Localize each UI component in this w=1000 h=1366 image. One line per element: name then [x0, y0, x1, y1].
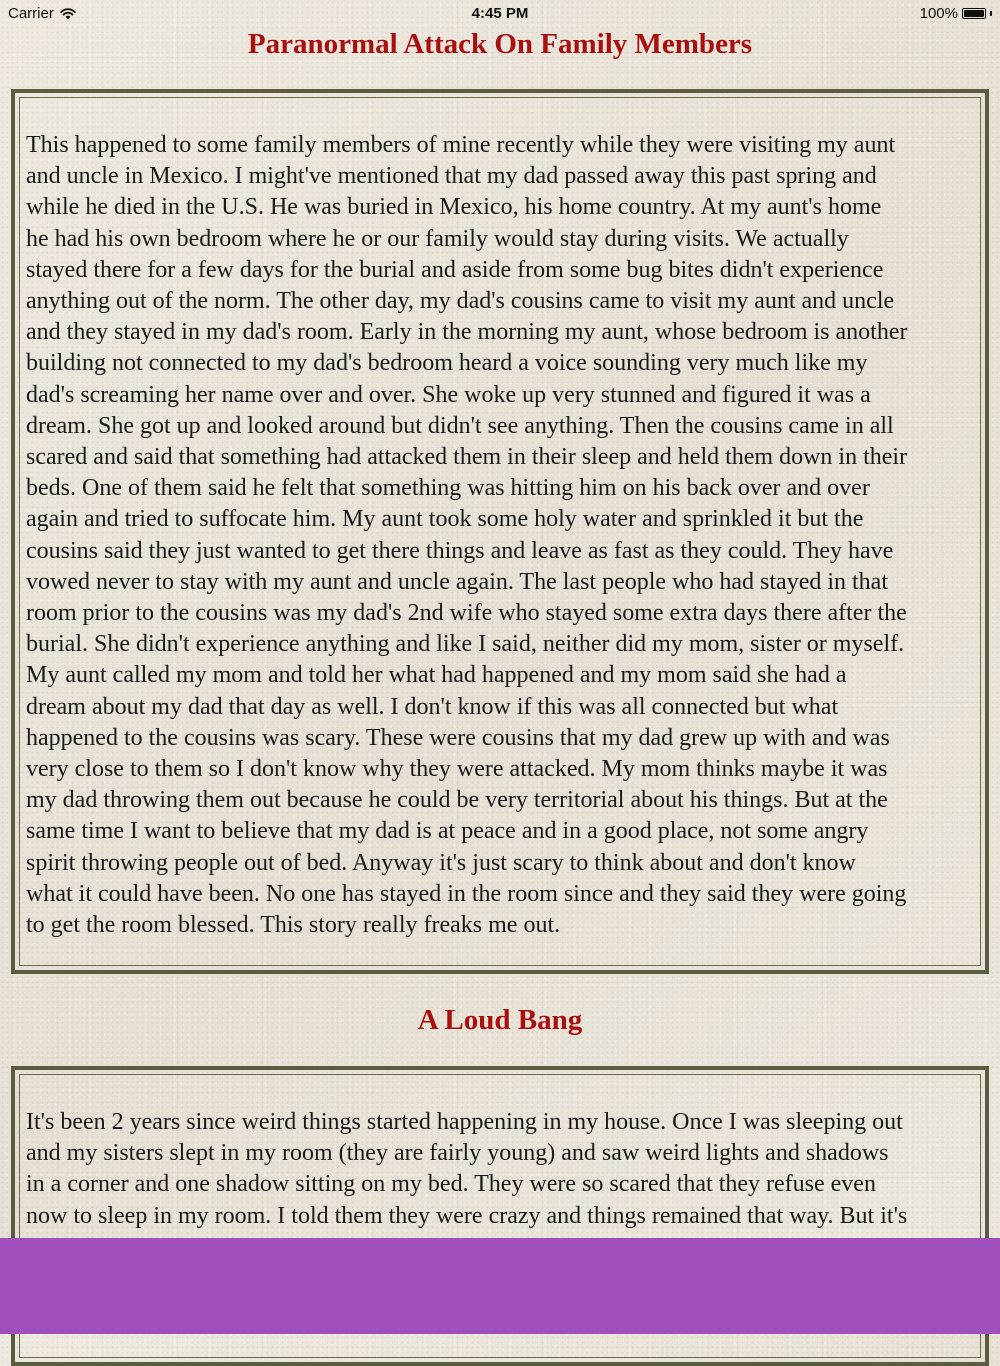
- battery-percent: 100%: [919, 5, 958, 22]
- story-box: [11, 89, 989, 974]
- status-right: [920, 5, 992, 22]
- status-bar: [0, 0, 1000, 28]
- battery-tip: [990, 11, 992, 16]
- bottom-bar[interactable]: [0, 1238, 1000, 1334]
- story-body: This happened to some family members of mine recently while they were visiting my aunt and uncle in Mexico. I might've mentioned that my dad passed away this past spring and while he died in the U.S. He was buried in Mexico, his home country. At my aunt's home he had his own bedroom where he or our family would stay during visits. We actually stayed there for a few days for the burial and aside from some bug bites didn't experience anything out of the norm. The other day, my dad's cousins came to visit my aunt and uncle and they stayed in my dad's room. Early in the morning my aunt, whose bedroom is another building not connected to my dad's bedroom heard a voice sounding very much like my dad's screaming her name over and over. She woke up very stunned and figured it was a dream. She got up and looked around but didn't see anything. Then the cousins came in all scared and said that something had attacked them in their sleep and held them down in their beds. One of them said he felt that something was hitting him on his back over and over again and tried to suffocate him. My aunt took some holy water and sprinkled it but the cousins said they just wanted to get there things and leave as fast as they could. They have vowed never to stay with my aunt and uncle again. The last people who had stayed in that room prior to the cousins was my dad's 2nd wife who stayed some extra days there after the burial. She didn't experience anything and like I said, neither did my mom, sister or myself. My aunt called my mom and told her what had happened and my mom said she had a dream about my dad that day as well. I don't know if this was all connected but what happened to the cousins was scary. These were cousins that my dad grew up with and was very close to them so I don't know why they were attacked. My mom thinks maybe it was my dad throwing them out because he could be very territorial about his things. But at the same time I want to believe that my dad is at peace and in a good place, not some angry spirit throwing people out of bed. Anyway it's just scary to think about and don't know what it could have been. No one has stayed in the room since and they said they were going to get the room blessed. This story really freaks me out.: [26, 132, 908, 939]
- status-time: 4:45 PM: [471, 5, 529, 22]
- story-box-inner: [19, 97, 981, 966]
- battery-icon: [962, 8, 986, 19]
- story-title: A Loud Bang: [417, 1004, 583, 1036]
- carrier-label: Carrier: [8, 5, 54, 22]
- story-title: Paranormal Attack On Family Members: [247, 28, 753, 60]
- story-body: It's been 2 years since weird things started happening in my house. Once I was sleeping out and my sisters slept in my room (they are fairly young) and saw weird lights and shadows in a corner and one shadow sitting on my bed. They were so scared that they refuse even now to sleep in my room. I told them they were crazy and things remained that way. But it's: [26, 1109, 908, 1229]
